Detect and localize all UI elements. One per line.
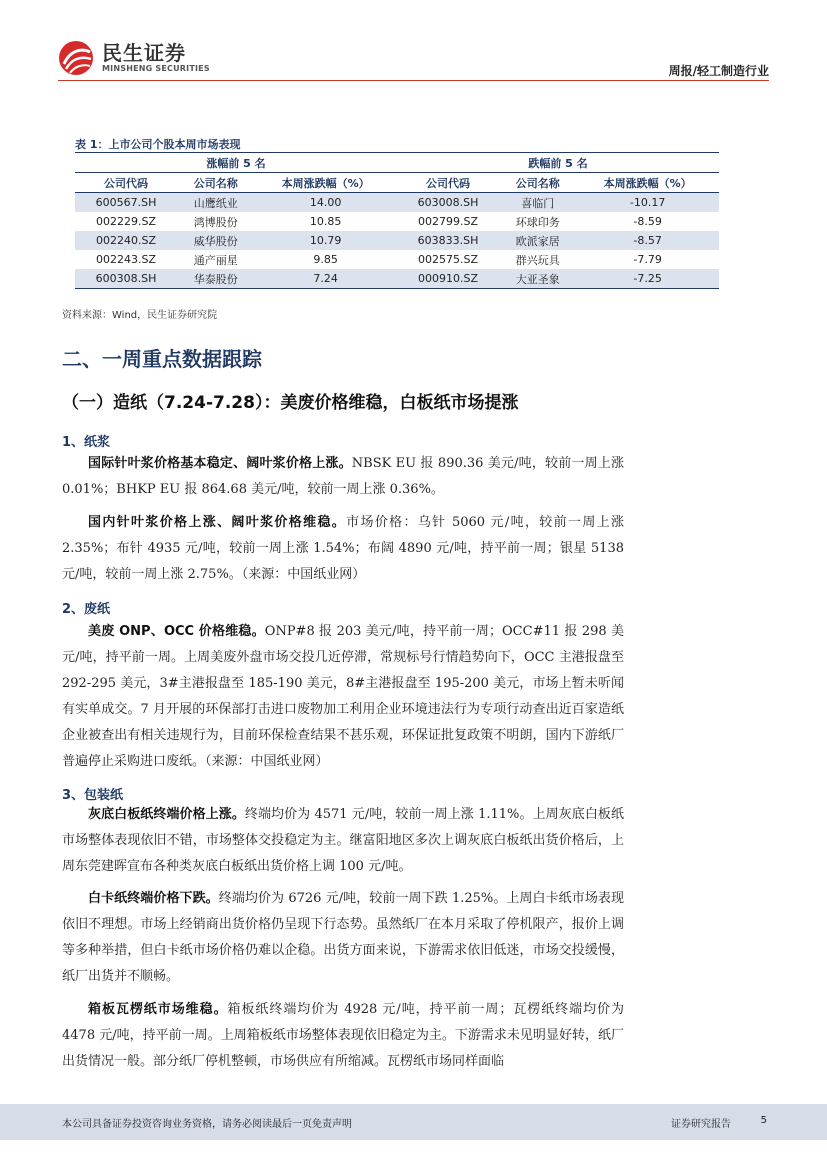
table-cell: -8.57 <box>576 231 719 250</box>
page-footer <box>0 1104 827 1140</box>
table-cell: 14.00 <box>254 193 397 213</box>
table-cell: 002240.SZ <box>75 231 177 250</box>
table-cell: 603008.SH <box>397 193 499 213</box>
table-row <box>75 250 719 269</box>
table-cell: 山鹰纸业 <box>177 193 254 213</box>
pulp-paragraph-international <box>62 451 624 503</box>
table-cell: 威华股份 <box>177 231 254 250</box>
paragraph-lead: 国际针叶浆价格基本稳定、阔叶浆价格上涨。 <box>88 456 352 471</box>
table-cell: 欧派家居 <box>499 231 576 250</box>
logo-english-name: MINSHENG SECURITIES <box>102 64 210 73</box>
table-cell: 002575.SZ <box>418 253 479 266</box>
paragraph-body: NBSK EU 报 890.36 美元/吨，较前一周上涨 0.01%；BHKP EU 报 864.68 美元/吨，较前一周上涨 0.36%。 <box>62 456 624 497</box>
column-header: 公司名称 <box>499 173 576 193</box>
column-header: 本周涨跌幅（%） <box>576 173 719 193</box>
packaging-paragraph-grey-board <box>62 802 624 880</box>
table-row <box>75 193 719 213</box>
table-group-header-row <box>75 153 719 173</box>
column-header: 公司名称 <box>177 173 254 193</box>
gainers-group-header: 涨幅前 5 名 <box>75 153 397 173</box>
table-cell: 喜临门 <box>499 193 576 213</box>
logo-chinese-name: 民生证券 <box>102 41 186 65</box>
packaging-paragraph-white-card <box>62 886 624 990</box>
table-cell: 002243.SZ <box>96 253 157 266</box>
section-title: 二、一周重点数据跟踪 <box>62 347 262 371</box>
table-cell: -8.59 <box>633 215 662 228</box>
paragraph-lead: 美废 ONP、OCC 价格维稳。 <box>88 624 265 639</box>
table-cell: -7.25 <box>576 269 719 289</box>
page-number: 5 <box>760 1115 767 1126</box>
packaging-heading: 3、包装纸 <box>62 788 124 803</box>
table-caption: 表 1：上市公司个股本周市场表现 <box>75 138 241 151</box>
table-row <box>75 269 719 289</box>
table-cell: 603833.SH <box>397 231 499 250</box>
pulp-heading: 1、纸浆 <box>62 435 111 450</box>
table-cell: 600567.SH <box>75 193 177 213</box>
paragraph-body: 箱板纸终端均价为 4928 元/吨，持平前一周；瓦楞纸终端均价为 4478 元/吨，持平前一周。上周箱板纸市场整体表现依旧稳定为主。下游需求未见明显好转，纸厂出货情况一般。部分纸厂停机整顿，市场供应有所缩减。瓦楞纸市场同样面临 <box>62 1002 624 1069</box>
column-header: 本周涨跌幅（%） <box>254 173 397 193</box>
paragraph-body: 终端均价为 4571 元/吨，较前一周上涨 1.11%。上周灰底白板纸市场整体表现依旧不错，市场整体交投稳定为主。继富阳地区多次上调灰底白板纸出货价格后，上周东莞建晖宣布各种类灰底白板纸出货价格上调 100 元/吨。 <box>62 807 624 874</box>
paragraph-body: 终端均价为 6726 元/吨，较前一周下跌 1.25%。上周白卡纸市场表现依旧不理想。市场上经销商出货价格仍呈现下行态势。虽然纸厂在本月采取了停机限产，报价上调等多种举措，但白卡纸市场价格仍难以企稳。出货方面来说，下游需求依旧低迷，市场交投缓慢，纸厂出货并不顺畅。 <box>62 891 624 984</box>
table-cell: 002799.SZ <box>418 215 479 228</box>
company-logo <box>58 40 210 76</box>
table-cell: 600308.SH <box>75 269 177 289</box>
waste-heading: 2、废纸 <box>62 602 111 617</box>
table-cell: 鸿博股份 <box>193 215 238 229</box>
table-cell: 环球印务 <box>515 215 560 229</box>
table-row <box>75 231 719 250</box>
table-cell: 大亚圣象 <box>499 269 576 289</box>
waste-paragraph <box>62 619 624 775</box>
paragraph-lead: 箱板瓦楞纸市场维稳。 <box>88 1002 228 1017</box>
table-cell: 通产丽星 <box>193 253 238 267</box>
table-cell: 10.85 <box>309 215 342 228</box>
subsection-title: （一）造纸（7.24-7.28）：美废价格维稳，白板纸市场提涨 <box>62 393 519 413</box>
report-type: 周报/轻工制造行业 <box>668 64 769 78</box>
table-cell: 002229.SZ <box>96 215 157 228</box>
pulp-paragraph-domestic <box>62 510 624 588</box>
table-cell: 7.24 <box>254 269 397 289</box>
table-row <box>75 212 719 231</box>
table-cell: 000910.SZ <box>397 269 499 289</box>
minsheng-logo-icon <box>58 40 96 76</box>
paragraph-lead: 国内针叶浆价格上涨、阔叶浆价格维稳。 <box>88 515 347 530</box>
packaging-paragraph-container-board <box>62 997 624 1075</box>
stock-performance-table <box>75 152 719 289</box>
table-cell: 群兴玩具 <box>515 253 560 267</box>
paragraph-lead: 白卡纸终端价格下跌。 <box>88 891 219 906</box>
column-header: 公司代码 <box>75 173 177 193</box>
header-divider <box>58 80 769 81</box>
table-cell: -10.17 <box>576 193 719 213</box>
table-column-header-row <box>75 173 719 193</box>
table-source-note: 资料来源：Wind，民生证券研究院 <box>62 310 218 321</box>
footer-disclaimer: 本公司具备证券投资咨询业务资格，请务必阅读最后一页免责声明 <box>62 1119 352 1130</box>
table-cell: 华泰股份 <box>177 269 254 289</box>
table-cell: 9.85 <box>313 253 338 266</box>
page-header <box>0 0 827 80</box>
paragraph-body: ONP#8 报 203 美元/吨，持平前一周；OCC#11 报 298 美元/吨，持平前一周。上周美废外盘市场交投几近停滞，常规标号行情趋势向下，OCC 主港报盘至 292-295 美元，3#主港报盘至 185-190 美元，8#主港报盘至 195-200 美元，市场上暂未听闻有实单成交。7 月开展的环保部打击进口废物加工利用企业环境违法行为专项行动查出近百家造纸企业被查出有相关违规行为，目前环保检查结果不甚乐观，环保证批复政策不明朗，国内下游纸厂普遍停止采购进口废纸。（来源：中国纸业网） <box>62 624 624 769</box>
paragraph-body: 市场价格：乌针 5060 元/吨，较前一周上涨 2.35%；布针 4935 元/吨，较前一周上涨 1.54%；布阔 4890 元/吨，持平前一周；银星 5138 元/吨，较前一周上涨 2.75%。（来源：中国纸业网） <box>62 515 624 582</box>
table-cell: -7.79 <box>633 253 662 266</box>
table-cell: 10.79 <box>254 231 397 250</box>
footer-label: 证券研究报告 <box>671 1119 731 1130</box>
losers-group-header: 跌幅前 5 名 <box>397 153 719 173</box>
column-header: 公司代码 <box>397 173 499 193</box>
paragraph-lead: 灰底白板纸终端价格上涨。 <box>88 807 245 822</box>
